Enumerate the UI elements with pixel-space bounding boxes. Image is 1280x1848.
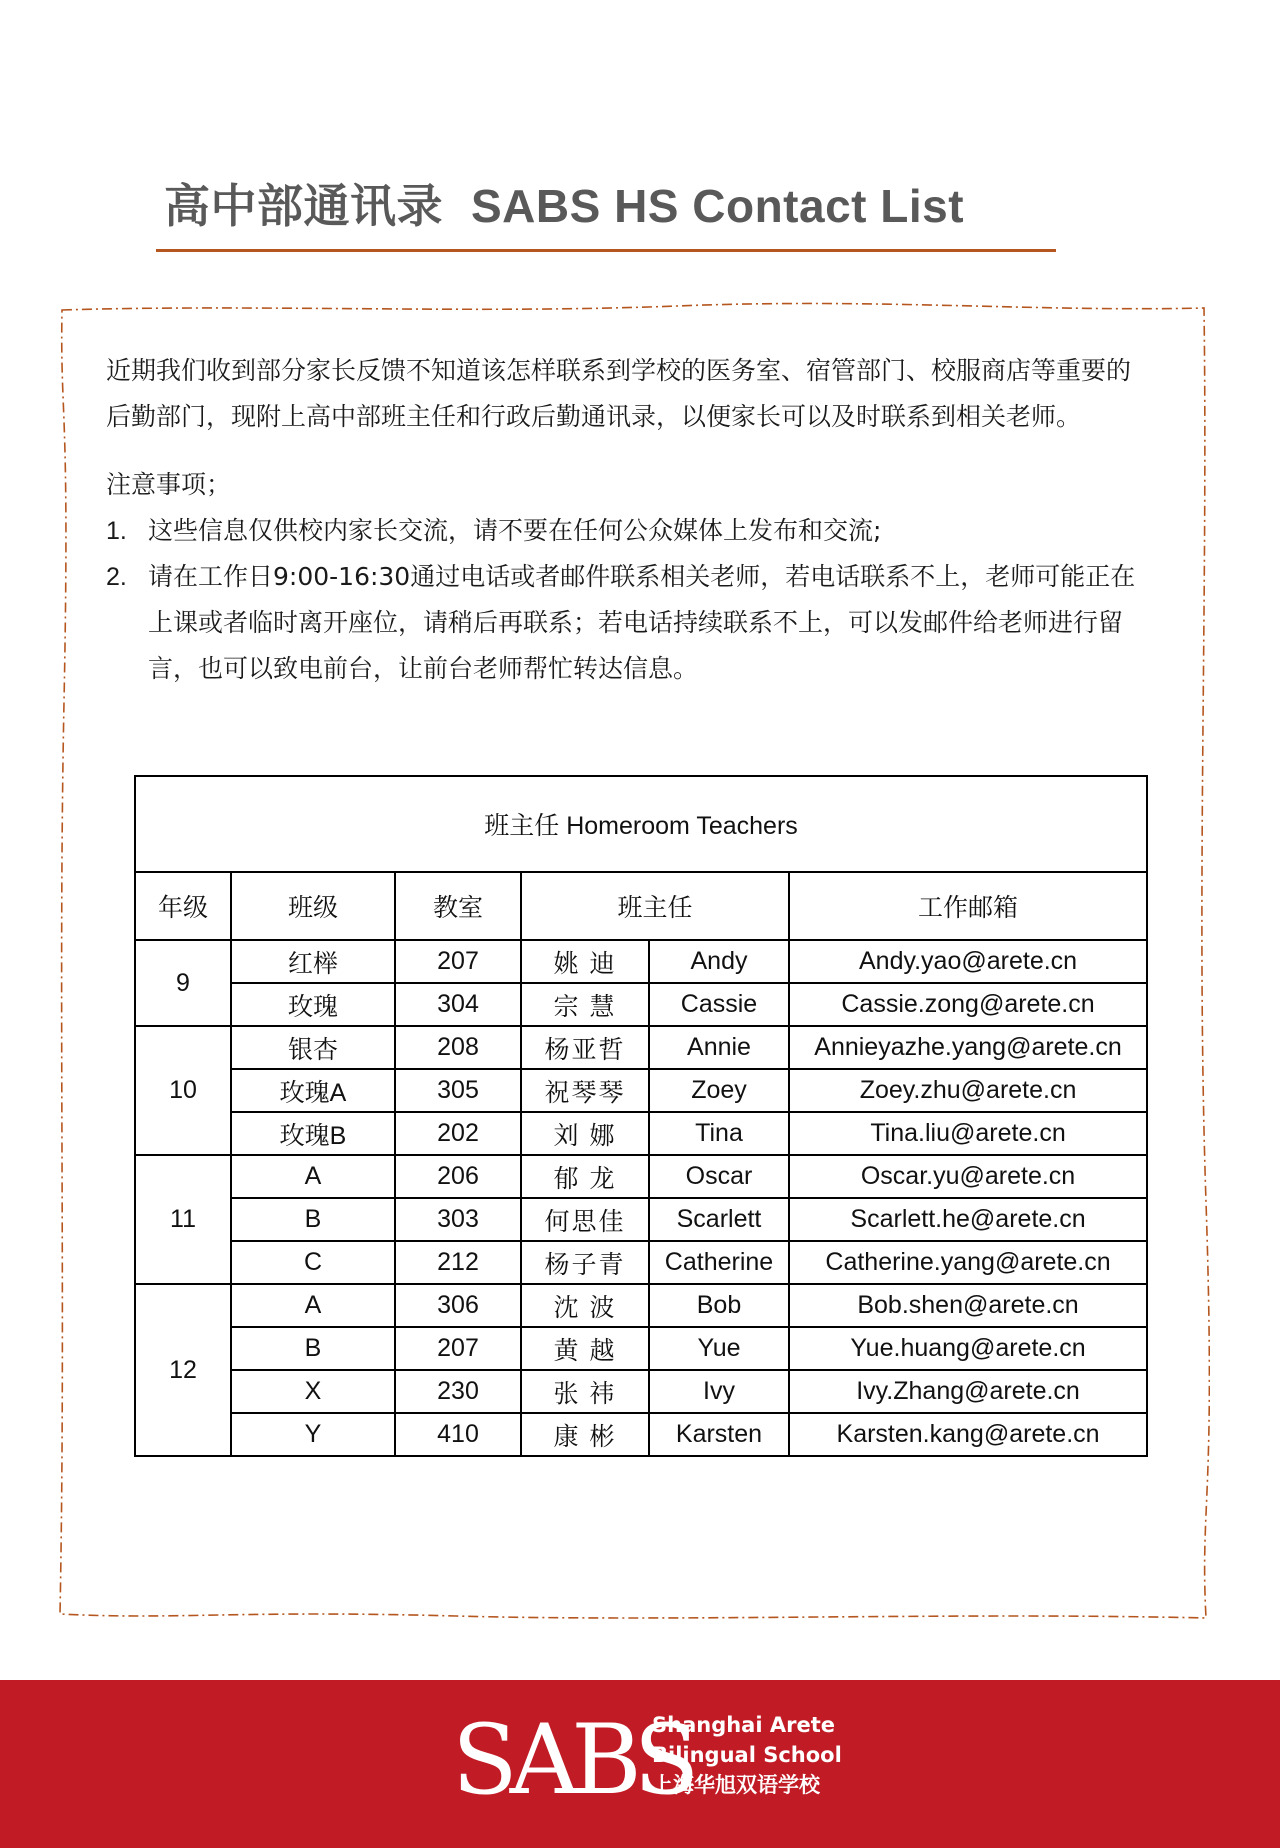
teacher-name-zh: 宗 慧: [521, 983, 649, 1026]
school-logo-mark: SABS: [452, 1704, 692, 1816]
table-row: [135, 1198, 1147, 1241]
grade-cell: 10: [135, 1026, 231, 1155]
room-cell: 305: [395, 1069, 521, 1112]
email-cell: Bob.shen@arete.cn: [789, 1284, 1147, 1327]
table-row: [135, 1026, 1147, 1069]
table-row: [135, 1413, 1147, 1456]
room-cell: 208: [395, 1026, 521, 1069]
school-name: [652, 1710, 842, 1800]
school-name-en-line1: Shanghai Arete: [652, 1713, 835, 1737]
teacher-name-en: Karsten: [649, 1413, 789, 1456]
teacher-name-en: Yue: [649, 1327, 789, 1370]
teacher-name-zh: 黄 越: [521, 1327, 649, 1370]
email-cell: Scarlett.he@arete.cn: [789, 1198, 1147, 1241]
grade-cell: 11: [135, 1155, 231, 1284]
page-title-zh: 高中部通讯录: [164, 179, 443, 233]
header-email: 工作邮箱: [789, 872, 1147, 940]
email-cell: Annieyazhe.yang@arete.cn: [789, 1026, 1147, 1069]
teacher-name-zh: 郁 龙: [521, 1155, 649, 1198]
header-class: 班级: [231, 872, 395, 940]
email-cell: Oscar.yu@arete.cn: [789, 1155, 1147, 1198]
page-title: [164, 170, 964, 236]
table-caption: 班主任 Homeroom Teachers: [135, 776, 1147, 872]
note-number: 2.: [106, 563, 127, 591]
room-cell: 212: [395, 1241, 521, 1284]
class-cell: 玫瑰: [231, 983, 395, 1026]
teacher-name-en: Bob: [649, 1284, 789, 1327]
email-cell: Andy.yao@arete.cn: [789, 940, 1147, 983]
teacher-name-en: Annie: [649, 1026, 789, 1069]
note-text: 请在工作日9:00-16:30通过电话或者邮件联系相关老师，若电话联系不上，老师可能正在上课或者临时离开座位，请稍后再联系；若电话持续联系不上，可以发邮件给老师进行留言，也可以致电前台，让前台老师帮忙转达信息。: [148, 562, 1136, 683]
room-cell: 207: [395, 940, 521, 983]
page-title-en: SABS HS Contact List: [471, 180, 965, 232]
note-number: 1.: [106, 517, 127, 545]
grade-cell: 9: [135, 940, 231, 1026]
room-cell: 306: [395, 1284, 521, 1327]
class-cell: A: [231, 1155, 395, 1198]
class-cell: B: [231, 1198, 395, 1241]
room-cell: 303: [395, 1198, 521, 1241]
class-cell: Y: [231, 1413, 395, 1456]
room-cell: 207: [395, 1327, 521, 1370]
body-text: [106, 348, 1146, 692]
teacher-name-en: Oscar: [649, 1155, 789, 1198]
email-cell: Catherine.yang@arete.cn: [789, 1241, 1147, 1284]
room-cell: 304: [395, 983, 521, 1026]
teacher-name-en: Catherine: [649, 1241, 789, 1284]
room-cell: 202: [395, 1112, 521, 1155]
table-row: [135, 1069, 1147, 1112]
grade-cell: 12: [135, 1284, 231, 1456]
teacher-name-en: Andy: [649, 940, 789, 983]
class-cell: X: [231, 1370, 395, 1413]
email-cell: Karsten.kang@arete.cn: [789, 1413, 1147, 1456]
table-row: [135, 1112, 1147, 1155]
teacher-name-zh: 何思佳: [521, 1198, 649, 1241]
class-cell: C: [231, 1241, 395, 1284]
email-cell: Cassie.zong@arete.cn: [789, 983, 1147, 1026]
header-grade: 年级: [135, 872, 231, 940]
teacher-name-zh: 祝琴琴: [521, 1069, 649, 1112]
email-cell: Yue.huang@arete.cn: [789, 1327, 1147, 1370]
room-cell: 410: [395, 1413, 521, 1456]
table-row: [135, 1370, 1147, 1413]
homeroom-teachers-table: [134, 775, 1148, 1457]
email-cell: Ivy.Zhang@arete.cn: [789, 1370, 1147, 1413]
teacher-name-zh: 康 彬: [521, 1413, 649, 1456]
header-teacher: 班主任: [521, 872, 789, 940]
class-cell: A: [231, 1284, 395, 1327]
table-row: [135, 983, 1147, 1026]
teacher-name-zh: 姚 迪: [521, 940, 649, 983]
teacher-name-zh: 杨子青: [521, 1241, 649, 1284]
footer-banner: [0, 1680, 1280, 1848]
teacher-name-zh: 张 祎: [521, 1370, 649, 1413]
table-row: [135, 1327, 1147, 1370]
teacher-name-en: Cassie: [649, 983, 789, 1026]
class-cell: 玫瑰A: [231, 1069, 395, 1112]
teacher-name-zh: 杨亚哲: [521, 1026, 649, 1069]
email-cell: Zoey.zhu@arete.cn: [789, 1069, 1147, 1112]
email-cell: Tina.liu@arete.cn: [789, 1112, 1147, 1155]
class-cell: 红榉: [231, 940, 395, 983]
teacher-name-zh: 刘 娜: [521, 1112, 649, 1155]
room-cell: 206: [395, 1155, 521, 1198]
teacher-name-en: Tina: [649, 1112, 789, 1155]
class-cell: 玫瑰B: [231, 1112, 395, 1155]
note-item: [106, 554, 1146, 692]
school-name-en-line2: Bilingual School: [652, 1743, 842, 1767]
title-underline: [156, 249, 1056, 252]
table-row: [135, 1284, 1147, 1327]
class-cell: B: [231, 1327, 395, 1370]
table-row: [135, 1241, 1147, 1284]
table-header-row: [135, 872, 1147, 940]
intro-paragraph: 近期我们收到部分家长反馈不知道该怎样联系到学校的医务室、宿管部门、校服商店等重要的后勤部门，现附上高中部班主任和行政后勤通讯录，以便家长可以及时联系到相关老师。: [106, 356, 1132, 431]
table-row: [135, 1155, 1147, 1198]
header-room: 教室: [395, 872, 521, 940]
teacher-name-en: Ivy: [649, 1370, 789, 1413]
teacher-name-en: Scarlett: [649, 1198, 789, 1241]
table-row: [135, 940, 1147, 983]
note-item: [106, 508, 1146, 554]
notes-heading: 注意事项；: [106, 470, 232, 499]
note-text: 这些信息仅供校内家长交流，请不要在任何公众媒体上发布和交流;: [148, 516, 882, 545]
room-cell: 230: [395, 1370, 521, 1413]
teacher-name-en: Zoey: [649, 1069, 789, 1112]
class-cell: 银杏: [231, 1026, 395, 1069]
teacher-name-zh: 沈 波: [521, 1284, 649, 1327]
school-name-zh: 上海华旭双语学校: [652, 1773, 820, 1797]
